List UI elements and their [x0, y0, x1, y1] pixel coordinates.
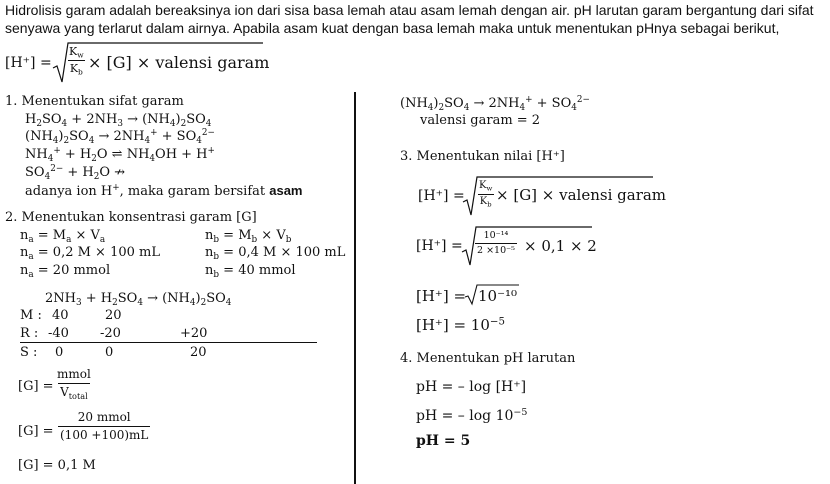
- nb-definition: $n_b = M_b \times V_b$: [205, 228, 292, 246]
- main-formula-fraction: [67, 45, 86, 77]
- mrs-m-nh3: 40: [52, 308, 69, 323]
- h-calc-lhs: [H⁺] =: [416, 238, 463, 254]
- conclusion-pre: adanya ion H: [25, 184, 113, 199]
- kb-symbol: K: [69, 61, 79, 75]
- h-formula-rest: × [G] × valensi garam: [496, 186, 667, 204]
- mrs-divider: [20, 342, 317, 343]
- formula-lhs: [H⁺] =: [5, 55, 52, 71]
- calc-num: 10⁻¹⁴: [483, 230, 509, 241]
- ph-final: pH = 5: [416, 433, 471, 449]
- h-formula-fraction: [477, 181, 494, 207]
- valensi-garam: valensi garam = 2: [420, 113, 541, 128]
- g-formula-fraction: [55, 367, 93, 401]
- conclusion-acid: asam: [269, 183, 303, 198]
- mrs-s-salt: 20: [190, 345, 207, 360]
- ph-calc-exp: −5: [513, 406, 528, 418]
- reaction-2: $(NH_4)_2SO_4 \to 2NH_4^+ + SO_4^{2-}$: [25, 128, 215, 147]
- na-values: $n_a = 0,2$ M × 100 mL: [20, 245, 160, 263]
- na-result: $n_a = 20$ mmol: [20, 263, 111, 281]
- mrs-r-nh3: -40: [48, 326, 69, 341]
- step4-title: 4. Menentukan pH larutan: [400, 351, 576, 366]
- dissociation: $(NH_4)_2SO_4 \to 2NH_4^+ + SO_4^{2-}$: [400, 95, 590, 114]
- mrs-m-label: M :: [20, 308, 42, 323]
- mrs-m-h2so4: 20: [105, 308, 122, 323]
- h-calc-rest: × 0,1 × 2: [524, 237, 597, 255]
- h-formula-lhs: [H⁺] =: [418, 188, 465, 204]
- column-divider: [354, 92, 356, 484]
- kw-subscript: w: [77, 50, 84, 60]
- mrs-s-nh3: 0: [55, 345, 64, 360]
- kw-symbol: K: [69, 45, 78, 58]
- g-calc-lhs: [G] =: [18, 424, 54, 439]
- g-result: [G] = 0,1 M: [18, 458, 96, 473]
- kb-subscript: b: [78, 67, 83, 77]
- mrs-reaction: $2NH_3 + H_2SO_4 \to (NH_4)_2SO_4$: [45, 291, 232, 309]
- h-result-exp: −5: [489, 316, 505, 328]
- kw-subscript-2: w: [486, 184, 493, 193]
- formula-rest: × [G] × valensi garam: [88, 53, 270, 72]
- intro-line-1: Hidrolisis garam adalah bereaksinya ion dari sisa basa lemah atau asam lemah dengan air. pH larutan garam bergantung dari sifat: [5, 2, 814, 18]
- g-den-sub: total: [68, 390, 88, 401]
- g2-den: (100 +100)mL: [60, 427, 149, 442]
- conclusion-mid: , maka garam bersifat: [119, 184, 270, 199]
- mrs-r-label: R :: [20, 326, 39, 341]
- mrs-s-label: S :: [20, 345, 38, 360]
- g-formula-lhs: [G] =: [18, 379, 54, 394]
- step3-title: 3. Menentukan nilai [H⁺]: [400, 149, 565, 164]
- g-den: V: [60, 384, 69, 399]
- g2-num: 20 mmol: [77, 410, 131, 424]
- ph-formula: pH = – log [H⁺]: [416, 379, 527, 395]
- reaction-1: $H_2SO_4 + 2NH_3 \to (NH_4)_2SO_4$: [25, 112, 212, 130]
- step1-title: 1. Menentukan sifat garam: [5, 94, 184, 109]
- h-sqrt-value: 10⁻¹⁰: [478, 287, 518, 305]
- h-result: [416, 318, 505, 333]
- step2-title: 2. Menentukan konsentrasi garam [G]: [5, 210, 257, 225]
- nb-result: $n_b = 40$ mmol: [205, 263, 296, 281]
- mrs-s-h2so4: 0: [105, 345, 114, 360]
- intro-line-2: senyawa yang terlarut dalam airnya. Apabila asam kuat dengan basa lemah maka untuk menentukan pHnya sebagai berikut,: [5, 20, 780, 36]
- h-sqrt-lhs: [H⁺] =: [416, 287, 467, 305]
- h-calc-fraction: [475, 231, 517, 256]
- mrs-r-salt: +20: [180, 326, 208, 341]
- step1-conclusion: adanya ion H+, maka garam bersifat asam: [25, 183, 303, 199]
- kb-subscript-2: b: [487, 199, 492, 208]
- calc-den: 2 ×10⁻⁵: [477, 244, 515, 256]
- g-num: mmol: [57, 367, 91, 381]
- nb-values: $n_b = 0,4$ M × 100 mL: [205, 245, 346, 263]
- ph-calc: [416, 406, 528, 424]
- g-calc-fraction: [58, 411, 150, 441]
- ph-calc-base: pH = – log 10: [416, 408, 514, 424]
- reaction-4: $SO_4^{2-} + H_2O$ ↛: [25, 164, 126, 183]
- kw-symbol-2: K: [479, 180, 487, 191]
- na-definition: $n_a = M_a \times V_a$: [20, 228, 106, 246]
- reaction-3: $NH_4^+ + H_2O$ ⇌ $NH_4OH + H^+$: [25, 146, 215, 165]
- h-result-base: [H⁺] = 10: [416, 316, 490, 334]
- mrs-r-h2so4: -20: [100, 326, 121, 341]
- kb-symbol-2: K: [479, 195, 488, 207]
